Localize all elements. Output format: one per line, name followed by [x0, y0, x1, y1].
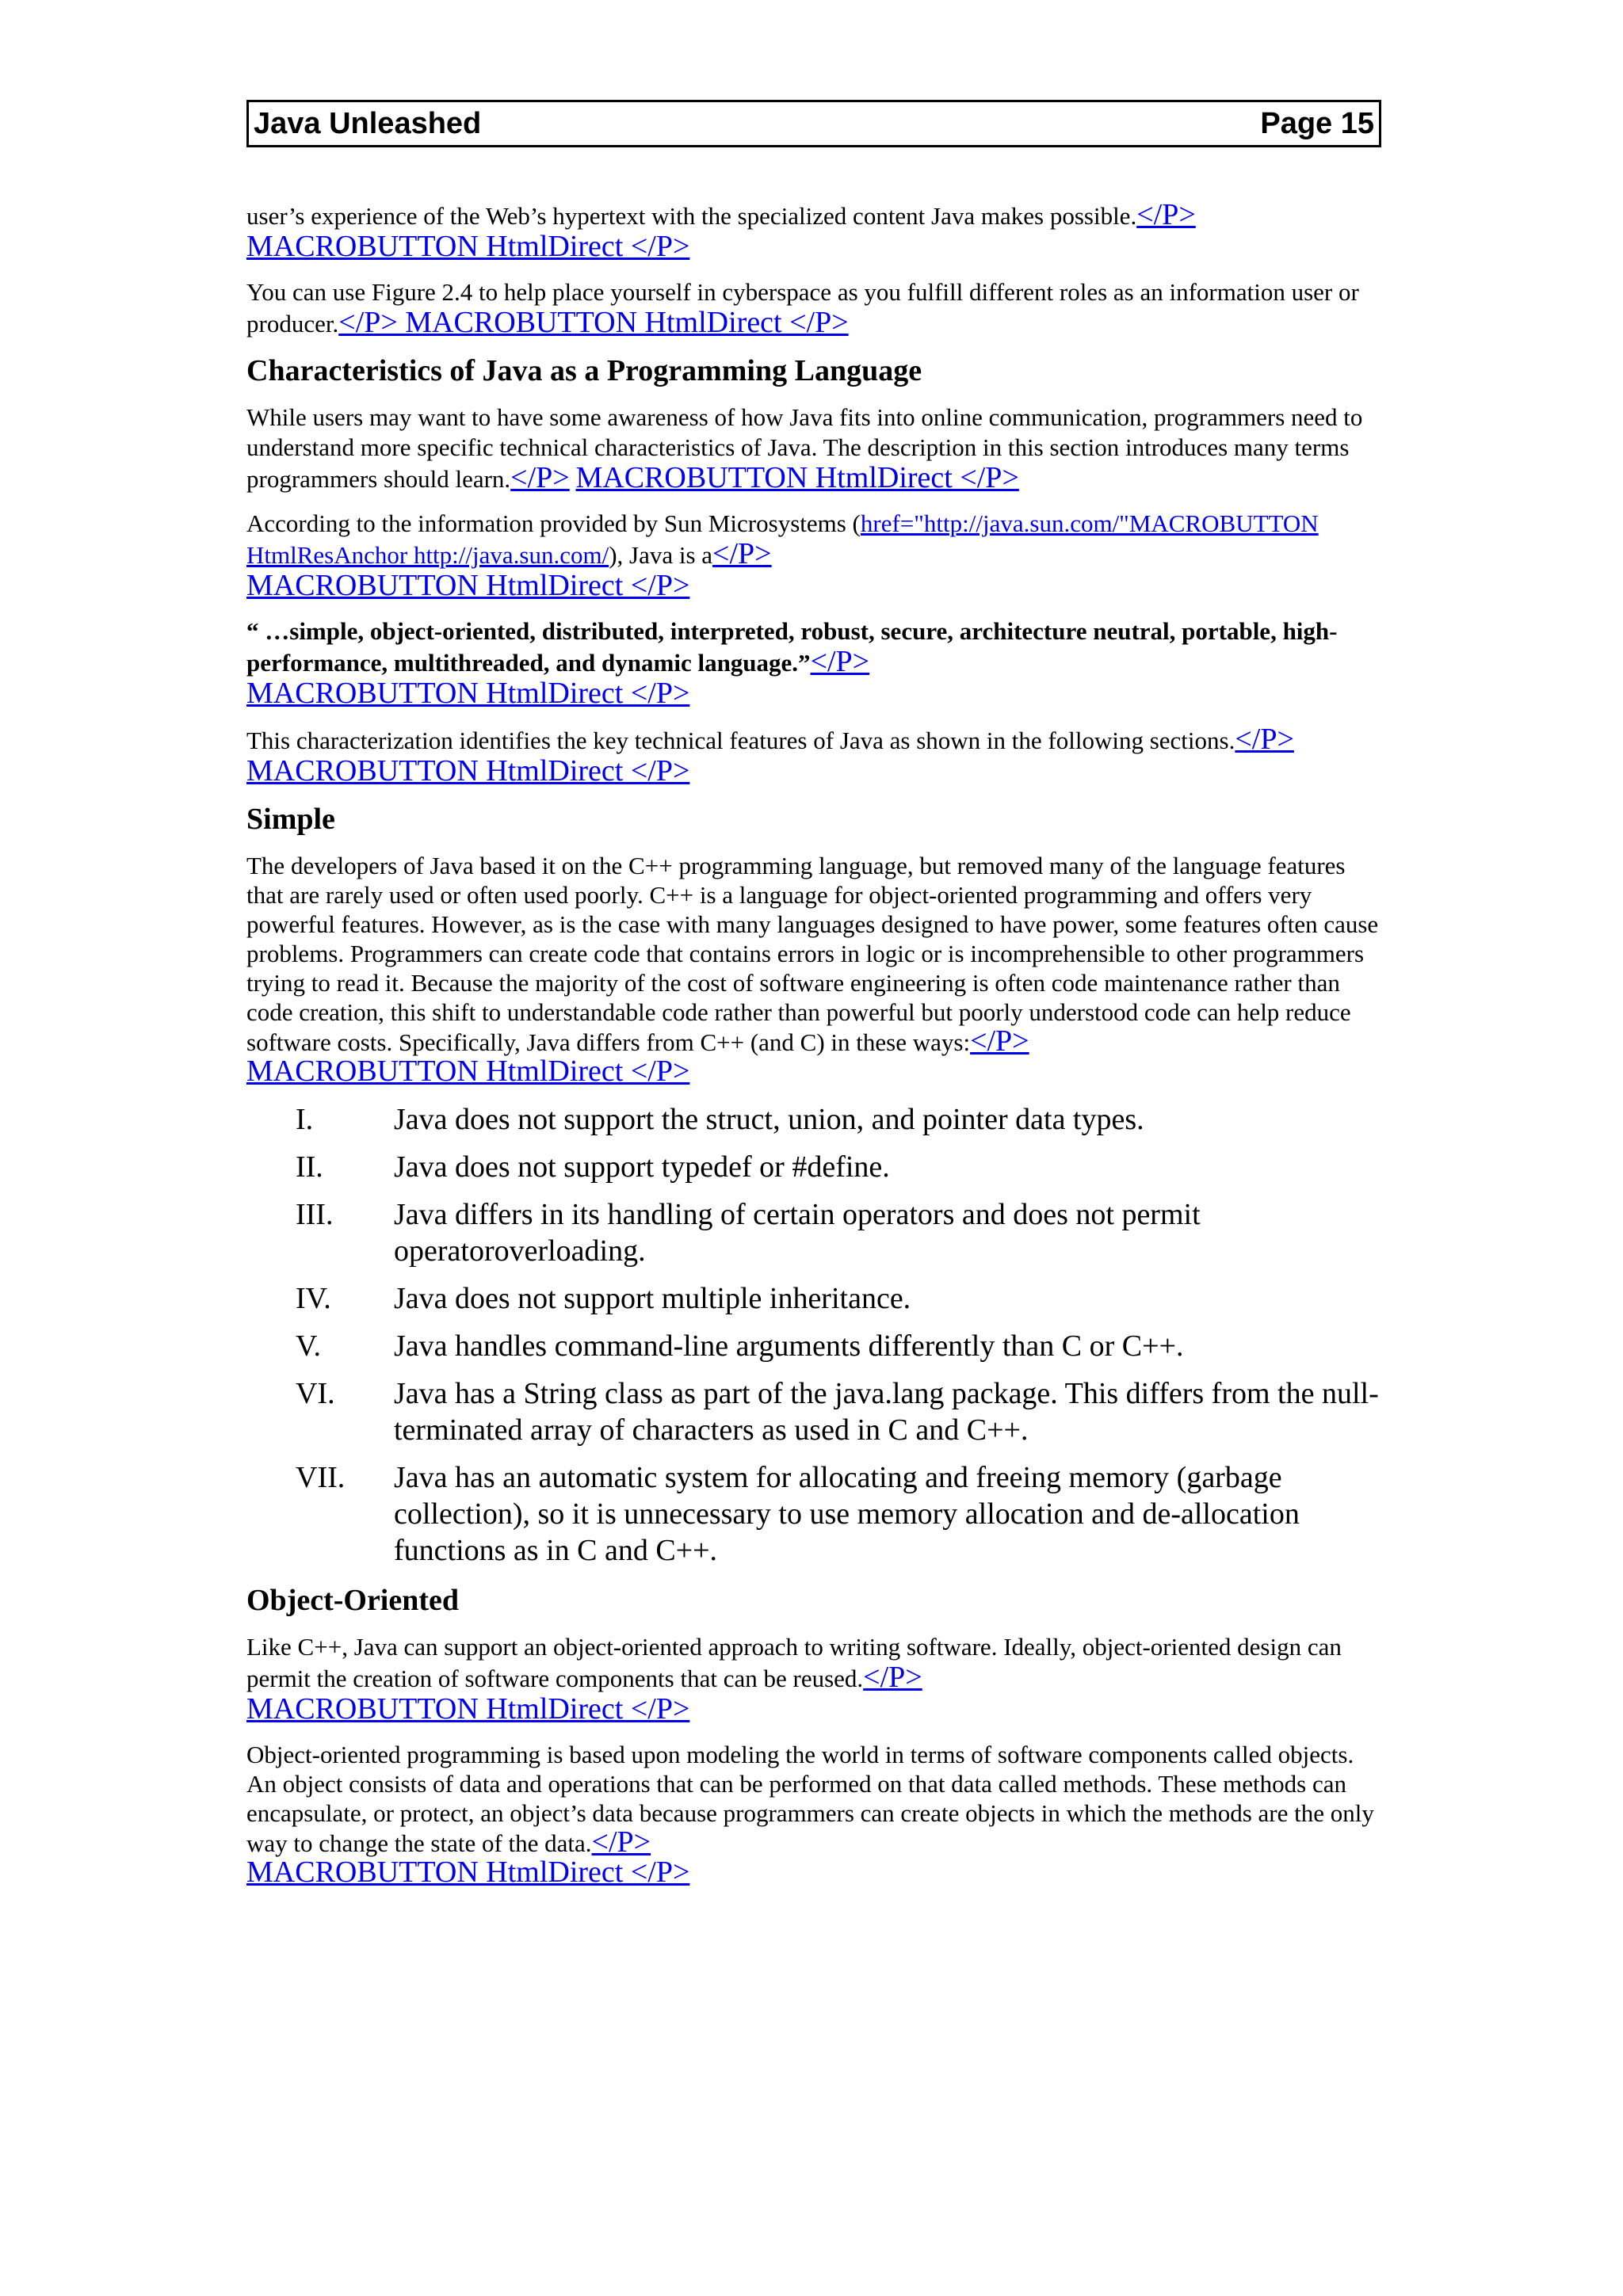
macrobutton-link-1[interactable]: </P> — [1136, 198, 1196, 231]
list-item — [246, 1101, 1381, 1138]
paragraph-6-text: The developers of Java based it on the C++ programming language, but removed many of the language features that are rarely used or often used poorly. C++ is a language for object-oriented programming and offers very powerful features. However, as is the case with many languages designed to have power, some features often cause problems. Programmers can create code that contains errors in logic or is incomprehensible to other programmers trying to read it. Because the majority of the cost of software engineering is often code maintenance rather than code creation, this shift to understandable code rather than powerful but poorly understood code can help reduce software costs. Specifically, Java differs from C++ (and C) in these ways: — [246, 852, 1379, 1056]
header-page-number: Page 15 — [1260, 106, 1374, 140]
paragraph-4-text-before: According to the information provided by Sun Microsystems ( — [246, 509, 861, 537]
list-item — [246, 1196, 1381, 1269]
paragraph-4-text-after: ), Java is a — [609, 541, 713, 569]
paragraph-3-text: While users may want to have some awareness of how Java fits into online communication, programmers need to understand more specific technical characteristics of Java. The description in this section introduces many terms programmers should learn. — [246, 403, 1363, 493]
heading-simple: Simple — [246, 803, 335, 836]
macrobutton-link-5[interactable]: </P> — [810, 645, 870, 678]
list-item-number: IV. — [296, 1282, 331, 1315]
list-item-text: Java does not support the struct, union, and pointer data types. — [394, 1103, 1144, 1136]
macrobutton-link-1b[interactable]: MACROBUTTON HtmlDirect </P> — [246, 230, 690, 263]
paragraph-7-text: Like C++, Java can support an object-oriented approach to writing software. Ideally, object-oriented design can permit the creation of software components that can be reused. — [246, 1633, 1342, 1692]
paragraph-5-text: This characterization identifies the key technical features of Java as shown in the following sections. — [246, 727, 1235, 754]
list-item-text: Java does not support typedef or #define. — [394, 1150, 890, 1184]
sun-url-link[interactable]: href="http://java.sun.com/"MACROBUTTON HtmlResAnchor http://java.sun.com/ — [246, 509, 1319, 569]
macrobutton-link-9[interactable]: </P> — [591, 1825, 651, 1859]
heading-object-oriented: Object-Oriented — [246, 1584, 460, 1617]
document-page — [246, 100, 1381, 1902]
macrobutton-link-2[interactable]: </P> MACROBUTTON HtmlDirect </P> — [338, 306, 849, 339]
list-item — [246, 1375, 1381, 1448]
paragraph-4 — [246, 509, 1381, 602]
paragraph-8 — [246, 1740, 1381, 1888]
macrobutton-link-8b[interactable]: MACROBUTTON HtmlDirect </P> — [246, 1692, 690, 1726]
list-item-text: Java does not support multiple inheritance. — [394, 1282, 911, 1315]
page-content — [246, 200, 1381, 1888]
macrobutton-link-6[interactable]: </P> MACROBUTTON HtmlDirect </P> — [246, 723, 1294, 788]
paragraph-3 — [246, 402, 1381, 494]
paragraph-2-text: You can use Figure 2.4 to help place yourself in cyberspace as you fulfill different roles as an information user or producer. — [246, 278, 1359, 338]
paragraph-1-text: user’s experience of the Web’s hypertext with the specialized content Java makes possible. — [246, 202, 1137, 230]
paragraph-5 — [246, 724, 1381, 788]
paragraph-8-text: Object-oriented programming is based upon modeling the world in terms of software components called objects. An object consists of data and operations that can be performed on that data called methods. These methods can encapsulate, or protect, an object’s data because programmers can create objects in which the methods are the only way to change the state of the data. — [246, 1741, 1374, 1857]
macrobutton-link-7b[interactable]: MACROBUTTON HtmlDirect </P> — [246, 1055, 690, 1088]
list-item-text: Java differs in its handling of certain operators and does not permit operatoroverloading. — [394, 1198, 1201, 1268]
java-quote — [246, 616, 1381, 710]
paragraph-1 — [246, 200, 1381, 263]
macrobutton-link-4b[interactable]: MACROBUTTON HtmlDirect </P> — [246, 569, 690, 602]
list-item-number: VII. — [296, 1461, 346, 1494]
heading-characteristics: Characteristics of Java as a Programming Language — [246, 354, 922, 387]
macrobutton-link-3b[interactable]: MACROBUTTON HtmlDirect </P> — [575, 461, 1019, 494]
list-item-text: Java has an automatic system for allocating and freeing memory (garbage collection), so it is unnecessary to use memory allocation and de-allocation functions as in C and C++. — [394, 1461, 1300, 1567]
macrobutton-link-9b[interactable]: MACROBUTTON HtmlDirect </P> — [246, 1855, 690, 1889]
macrobutton-link-4[interactable]: </P> — [712, 537, 772, 570]
list-item — [246, 1328, 1381, 1364]
list-item-number: V. — [296, 1329, 322, 1363]
differences-list — [246, 1101, 1381, 1569]
list-item — [246, 1149, 1381, 1185]
macrobutton-link-5b[interactable]: MACROBUTTON HtmlDirect </P> — [246, 677, 690, 710]
list-item-text: Java has a String class as part of the java.lang package. This differs from the null-terminated array of characters as used in C and C++. — [394, 1377, 1379, 1447]
list-item-number: III. — [296, 1198, 334, 1231]
header-title: Java Unleashed — [254, 106, 482, 140]
page-header — [246, 100, 1381, 147]
list-item-text: Java handles command-line arguments differently than C or C++. — [394, 1329, 1184, 1363]
java-quote-text: “ …simple, object-oriented, distributed, interpreted, robust, secure, architecture neutral, portable, high-performance, multithreaded, and dynamic language.” — [246, 617, 1338, 677]
macrobutton-link-3[interactable]: </P> — [510, 461, 570, 494]
list-item-number: VI. — [296, 1377, 335, 1410]
list-item-number: I. — [296, 1103, 314, 1136]
macrobutton-link-7[interactable]: </P> — [970, 1024, 1029, 1058]
list-item — [246, 1280, 1381, 1317]
paragraph-2 — [246, 277, 1381, 339]
list-item — [246, 1459, 1381, 1569]
paragraph-6 — [246, 851, 1381, 1087]
list-item-number: II. — [296, 1150, 323, 1184]
macrobutton-link-8[interactable]: </P> — [863, 1661, 922, 1694]
paragraph-7 — [246, 1632, 1381, 1726]
